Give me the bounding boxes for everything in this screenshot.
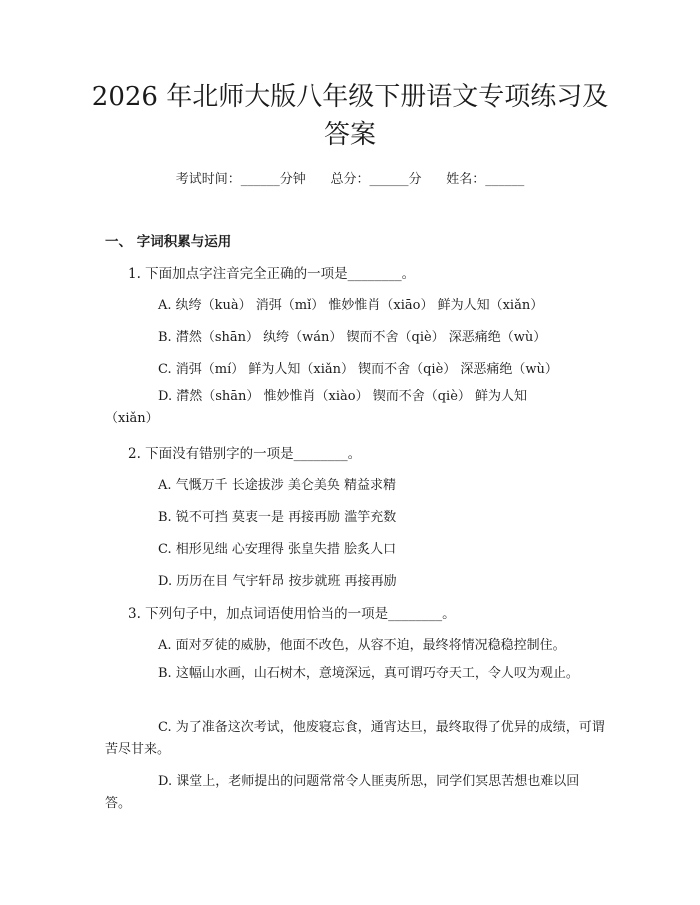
question-1-option-d: D. 潸然（shān） 惟妙惟肖（xiào） 锲而不舍（qiè） 鲜为人知（xiǎn） — [105, 389, 528, 426]
document-title: 2026 年北师大版八年级下册语文专项练习及答案 — [91, 82, 609, 150]
question-2-option-b: B. 锐不可挡 莫衷一是 再接再励 滥竽充数 — [158, 510, 397, 525]
question-3-option-b: B. 这幅山水画，山石树木，意境深远，真可谓巧夺天工，令人叹为观止。 — [158, 666, 579, 681]
question-2-option-a: A. 气慨万千 长途拔涉 美仑美奂 精益求精 — [158, 478, 397, 493]
question-3-stem: 3. 下列句子中，加点词语使用恰当的一项是________。 — [128, 606, 456, 622]
question-1-stem: 1. 下面加点字注音完全正确的一项是________。 — [128, 266, 416, 282]
question-3-option-c: C. 为了准备这次考试，他废寝忘食，通宵达旦，最终取得了优异的成绩，可谓苦尽甘来。 — [105, 720, 605, 757]
question-3-option-d: D. 课堂上，老师提出的问题常常令人匪夷所思，同学们冥思苦想也难以回答。 — [105, 774, 580, 811]
exam-meta-line: 考试时间：______分钟 总分：______分 姓名：______ — [175, 172, 525, 187]
question-2-option-c: C. 相形见绌 心安理得 张皇失措 脍炙人口 — [158, 542, 397, 557]
question-1-option-c: C. 消弭（mí） 鲜为人知（xiǎn） 锲而不舍（qiè） 深恶痛绝（wù） — [158, 362, 558, 377]
section-heading: 一、 字词积累与运用 — [105, 234, 232, 250]
question-3-option-a: A. 面对歹徒的威胁，他面不改色，从容不迫，最终将情况稳稳控制住。 — [158, 638, 566, 653]
question-1-option-a: A. 纨绔（kuà） 消弭（mǐ） 惟妙惟肖（xiāo） 鲜为人知（xiǎn） — [158, 298, 544, 313]
question-2-stem: 2. 下面没有错别字的一项是________。 — [128, 446, 362, 462]
question-1-option-b: B. 潸然（shān） 纨绔（wán） 锲而不舍（qiè） 深恶痛绝（wù） — [158, 330, 547, 345]
question-2-option-d: D. 历历在目 气宇轩昂 按步就班 再接再励 — [158, 574, 397, 589]
